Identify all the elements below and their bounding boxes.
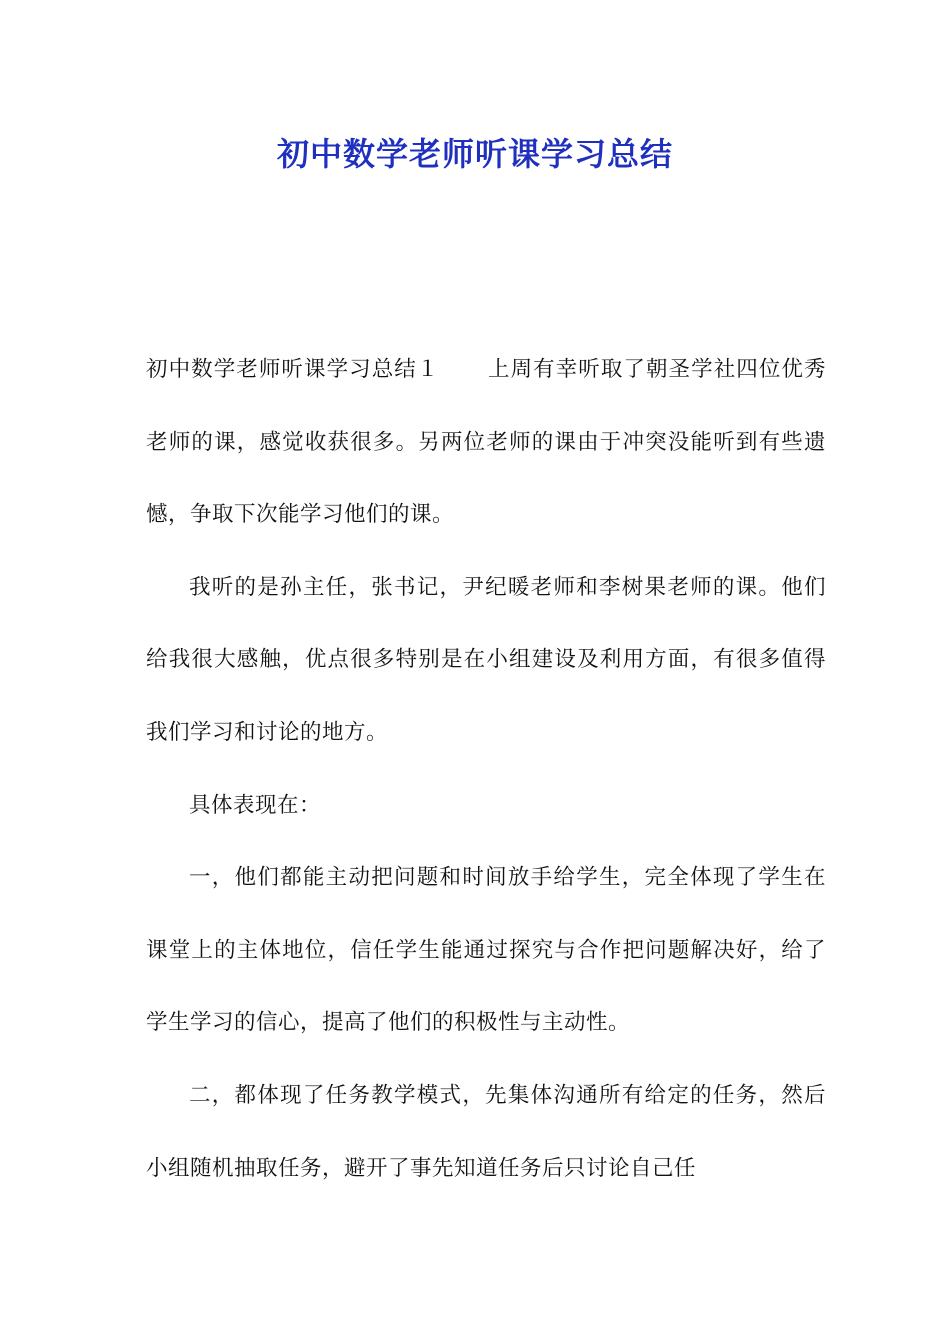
document-title: 初中数学老师听课学习总结 bbox=[276, 135, 673, 173]
paragraph-3: 具体表现在： bbox=[189, 792, 322, 818]
paragraph-1-text: 上周有幸听取了朝圣学社四位优秀老师的课，感觉收获很多。另两位老师的课由于冲突没能听到有些遗憾，争取下次能学习他们的课。 bbox=[146, 357, 826, 528]
paragraph-5: 二，都体现了任务教学模式，先集体沟通所有给定的任务，然后小组随机抽取任务，避开了事先知道任务后只讨论自己任 bbox=[146, 1082, 826, 1181]
paragraph-1-lead: 初中数学老师听课学习总结１ bbox=[146, 357, 440, 382]
paragraph-2: 我听的是孙主任，张书记，尹纪暖老师和李树果老师的课。他们给我很大感触，优点很多特别是在小组建设及利用方面，有很多值得我们学习和讨论的地方。 bbox=[146, 574, 826, 745]
paragraph-1 bbox=[146, 334, 826, 552]
paragraph-4: 一，他们都能主动把问题和时间放手给学生，完全体现了学生在课堂上的主体地位，信任学生能通过探究与合作把问题解决好，给了学生学习的信心，提高了他们的积极性与主动性。 bbox=[146, 865, 826, 1036]
document-body bbox=[146, 334, 826, 1205]
